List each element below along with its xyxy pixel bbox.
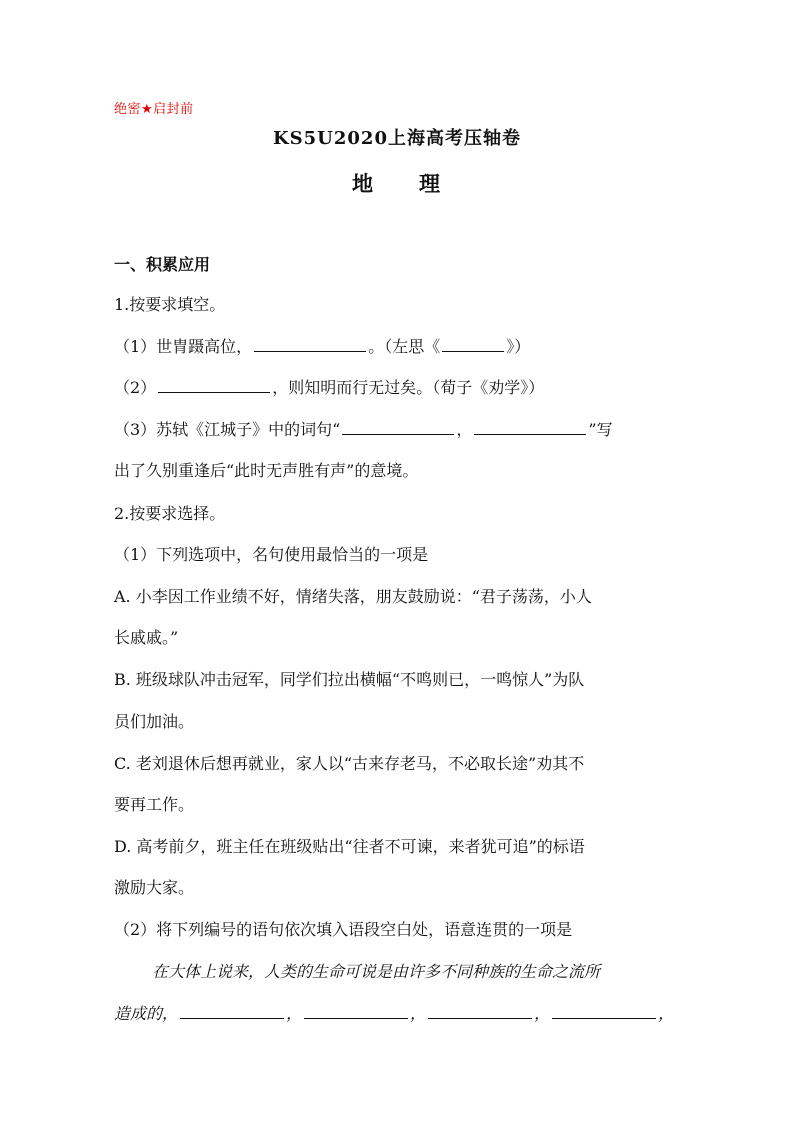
subject-char-2: 理	[419, 171, 442, 196]
answer-blank[interactable]	[428, 1004, 532, 1019]
answer-blank[interactable]	[552, 1004, 656, 1019]
question-1-item-2	[114, 377, 544, 399]
question-1-item-1	[114, 336, 530, 358]
item-2-prefix: （2）	[114, 378, 157, 397]
option-b-line-2: 员们加油。	[114, 712, 195, 731]
exam-title: KS5U2020上海高考压轴卷	[273, 128, 521, 149]
subject-char-1: 地	[352, 171, 375, 196]
question-1-stem: 1.按要求填空。	[114, 295, 226, 314]
option-c-line-1: C. 老刘退休后想再就业，家人以“古来存老马，不必取长途”劝其不	[114, 754, 585, 773]
answer-blank[interactable]	[254, 337, 366, 352]
question-1-item-3	[114, 419, 613, 441]
question-2-stem: 2.按要求选择。	[114, 504, 226, 523]
item-3-suffix: ”写	[588, 420, 613, 439]
passage-line-2-prefix: 造成的，	[114, 1004, 179, 1023]
answer-blank[interactable]	[474, 420, 586, 435]
option-a-line-2: 长戚戚。”	[114, 628, 179, 647]
answer-blank[interactable]	[180, 1004, 284, 1019]
passage-line-2	[114, 1003, 674, 1025]
question-1-item-3-line-2: 出了久别重逢后“此时无声胜有声”的意境。	[114, 461, 419, 480]
question-2-sub-1-stem: （1）下列选项中，名句使用最恰当的一项是	[114, 545, 429, 564]
item-3-prefix: （3）苏轼《江城子》中的词句“	[114, 420, 341, 439]
answer-blank[interactable]	[342, 420, 454, 435]
option-a-line-1: A. 小李因工作业绩不好，情绪失落，朋友鼓励说：“君子荡荡，小人	[114, 587, 592, 606]
item-1-prefix: （1）世胄蹑高位，	[114, 337, 253, 356]
item-1-mid: 。（左思《	[368, 337, 441, 356]
passage-line-1: 在大体上说来，人类的生命可说是由许多不同种族的生命之流所	[152, 962, 601, 981]
answer-blank[interactable]	[442, 337, 504, 352]
question-2-sub-2-stem: （2）将下列编号的语句依次填入语段空白处，语意连贯的一项是	[114, 920, 573, 939]
option-c-line-2: 要再工作。	[114, 795, 195, 814]
option-b-line-1: B. 班级球队冲击冠军，同学们拉出横幅“不鸣则已，一鸣惊人”为队	[114, 670, 585, 689]
option-d-line-2: 激励大家。	[114, 878, 195, 897]
answer-blank[interactable]	[158, 378, 270, 393]
passage-comma: ，	[286, 1004, 303, 1023]
section-heading: 一、积累应用	[114, 255, 211, 274]
item-1-suffix: 》）	[506, 337, 531, 356]
subject-heading	[0, 168, 794, 198]
passage-end: ，	[658, 1004, 675, 1023]
answer-blank[interactable]	[304, 1004, 408, 1019]
item-3-comma: ，	[456, 420, 473, 439]
option-d-line-1: D. 高考前夕，班主任在班级贴出“往者不可谏，来者犹可追”的标语	[114, 837, 585, 856]
passage-comma: ，	[410, 1004, 427, 1023]
confidential-mark: 绝密★启封前	[114, 102, 194, 117]
item-2-suffix: ，则知明而行无过矣。（荀子《劝学》）	[272, 378, 545, 397]
passage-comma: ，	[534, 1004, 551, 1023]
